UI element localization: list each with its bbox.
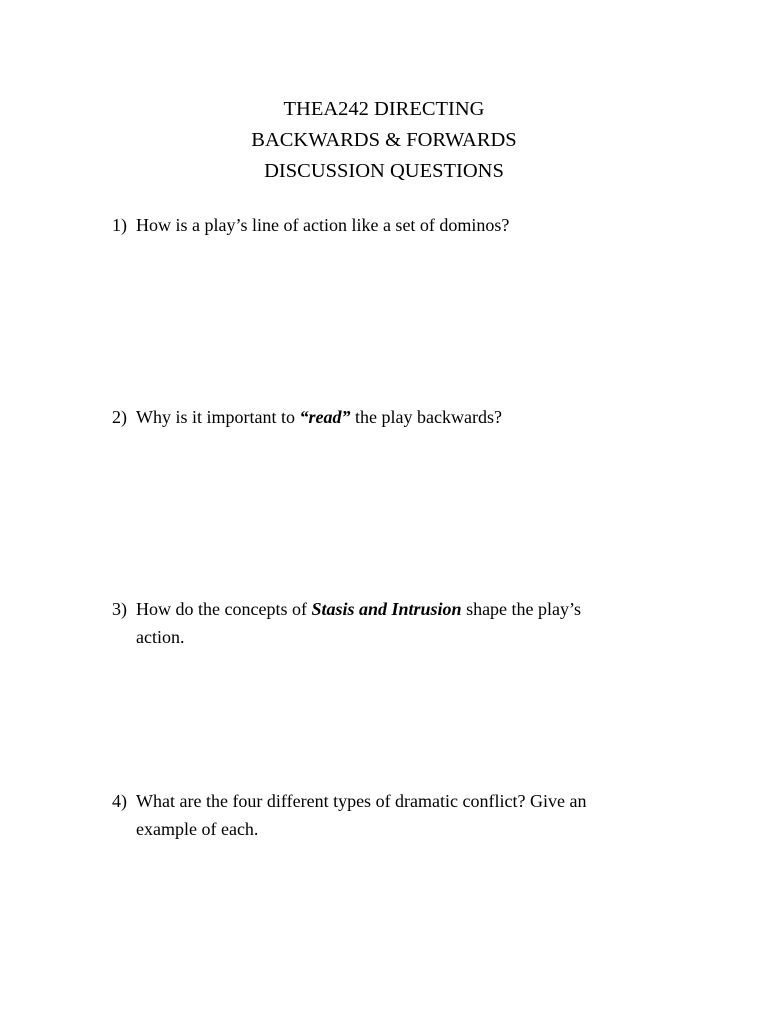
question-2: [112, 403, 672, 431]
question-text: How is a play’s line of action like a set of dominos?: [136, 215, 510, 235]
question-text-before: How do the concepts of: [136, 599, 312, 619]
question-text: What are the four different types of dramatic conflict? Give an: [136, 791, 587, 811]
question-text-after: shape the play’s: [461, 599, 582, 619]
question-emphasis: Stasis and Intrusion: [311, 599, 462, 619]
question-1: [112, 211, 672, 239]
question-number: 4): [112, 791, 127, 811]
question-number: 1): [112, 215, 127, 235]
question-continuation: example of each.: [136, 819, 259, 839]
question-number: 3): [112, 599, 127, 619]
question-number: 2): [112, 407, 127, 427]
question-emphasis: “read”: [299, 407, 351, 427]
question-3: [112, 595, 672, 651]
topic-title: BACKWARDS & FORWARDS: [251, 129, 517, 151]
question-continuation: action.: [136, 627, 185, 647]
document-header: [0, 94, 768, 187]
question-text-before: Why is it important to: [136, 407, 300, 427]
question-text-after: the play backwards?: [350, 407, 502, 427]
section-title: DISCUSSION QUESTIONS: [264, 160, 504, 182]
course-title: THEA242 DIRECTING: [283, 98, 485, 120]
question-4: [112, 787, 672, 843]
